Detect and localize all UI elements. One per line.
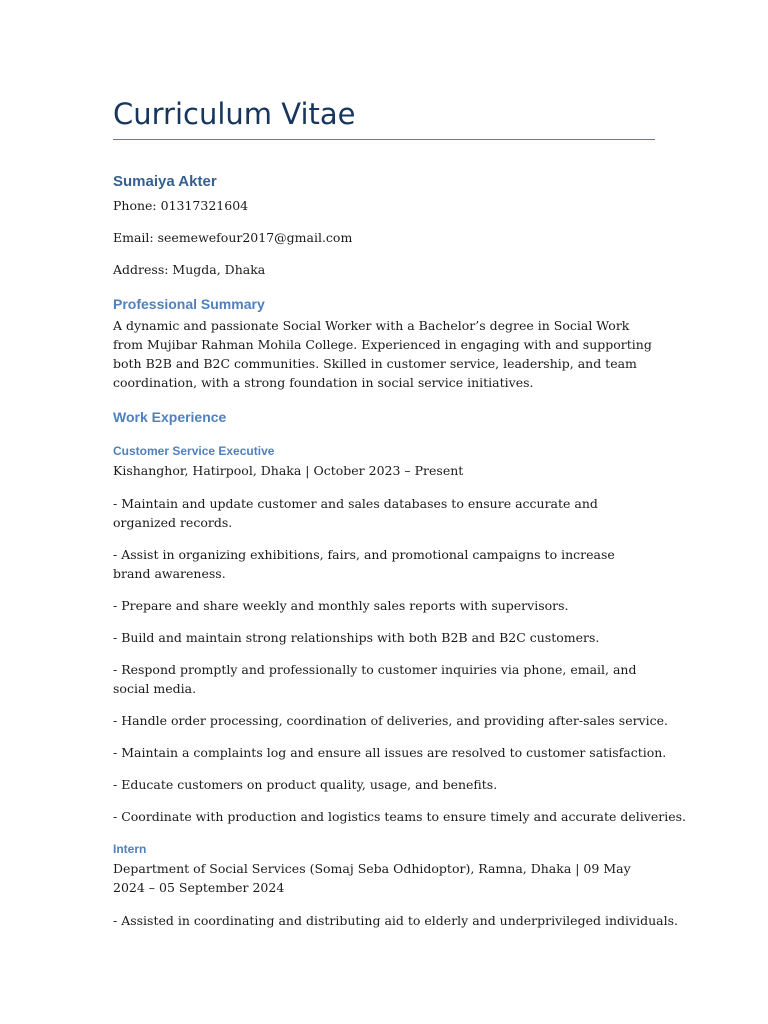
job-bullet: - Educate customers on product quality, usage, and benefits. [113, 777, 498, 792]
address-line: Address: Mugda, Dhaka [113, 262, 266, 277]
email-line: Email: seemewefour2017@gmail.com [113, 230, 353, 245]
summary-text: A dynamic and passionate Social Worker with a Bachelor’s degree in Social Work from Mujibar Rahman Mohila College. Experienced in engaging with and supporting both B2B and B2C communities. Skilled in customer service, leadership, and team coordination, with a strong foundation in social service initiatives. [113, 318, 652, 390]
summary-heading: Professional Summary [113, 296, 265, 312]
job-bullet: - Respond promptly and professionally to customer inquiries via phone, email, and social media. [113, 662, 637, 696]
job-title-customer-service: Customer Service Executive [113, 444, 275, 458]
document-title: Curriculum Vitae [113, 97, 356, 131]
job-bullet: - Assisted in coordinating and distributing aid to elderly and underprivileged individuals. [113, 913, 678, 928]
title-divider [113, 139, 655, 140]
job-meta-intern: Department of Social Services (Somaj Seba Odhidoptor), Ramna, Dhaka | 09 May 2024 – 05 September 2024 [113, 861, 631, 895]
phone-line: Phone: 01317321604 [113, 198, 249, 213]
job-bullet: - Maintain a complaints log and ensure all issues are resolved to customer satisfaction. [113, 745, 667, 760]
job-bullet: - Handle order processing, coordination of deliveries, and providing after-sales service. [113, 713, 668, 728]
candidate-name: Sumaiya Akter [113, 173, 217, 190]
job-bullet: - Coordinate with production and logistics teams to ensure timely and accurate deliveries. [113, 809, 686, 824]
job-bullet: - Build and maintain strong relationships with both B2B and B2C customers. [113, 630, 600, 645]
work-experience-heading: Work Experience [113, 409, 227, 425]
job-bullet: - Assist in organizing exhibitions, fairs, and promotional campaigns to increase brand awareness. [113, 547, 615, 581]
job-bullet: - Maintain and update customer and sales databases to ensure accurate and organized records. [113, 496, 598, 530]
job-bullet: - Prepare and share weekly and monthly sales reports with supervisors. [113, 598, 569, 613]
job-meta-customer-service: Kishanghor, Hatirpool, Dhaka | October 2023 – Present [113, 463, 464, 478]
job-title-intern: Intern [113, 842, 147, 856]
